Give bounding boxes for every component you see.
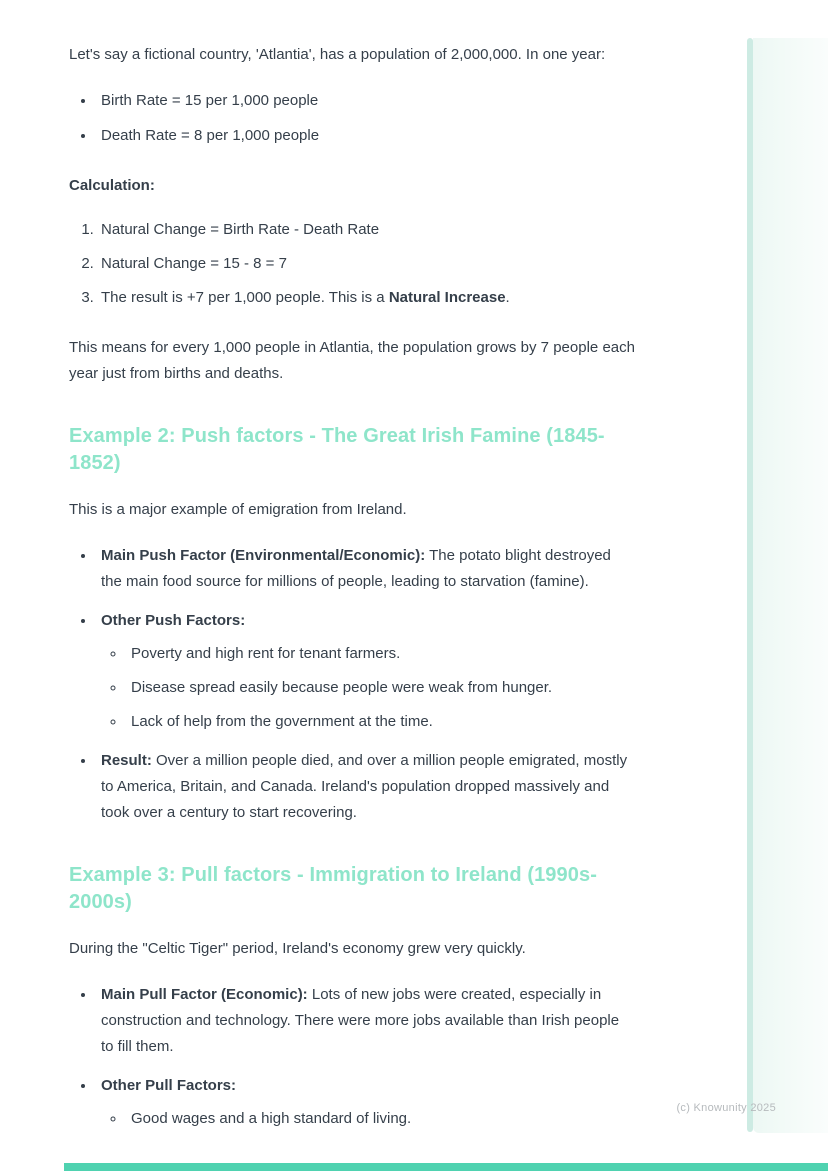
list-item: • Main Push Factor (Environmental/Economic): The potato blight destroyed the main food source for millions of people, leading to starvation (famine).	[96, 543, 635, 595]
page-divider-bar	[64, 1163, 828, 1171]
list-item: • Death Rate = 8 per 1,000 people	[96, 123, 635, 149]
example2-sub-bullets	[101, 641, 635, 735]
page-edge-panel	[753, 38, 828, 1133]
copyright-notice: (c) Knowunity 2025	[676, 1102, 776, 1114]
list-item: • Other Pull Factors: ◦ Good wages and a high standard of living.	[96, 1073, 635, 1132]
list-item: • Result: Over a million people died, and over a million people emigrated, mostly to America, Britain, and Canada. Ireland's population dropped massively and took over a century to start recovering.	[96, 748, 635, 826]
list-item: ◦ Lack of help from the government at the time.	[126, 709, 635, 735]
document-content	[69, 42, 635, 1156]
list-item: 3. The result is +7 per 1,000 people. This is a Natural Increase.	[98, 285, 635, 311]
example2-heading: Example 2: Push factors - The Great Irish Famine (1845-1852)	[69, 425, 605, 474]
intro-paragraph: Let's say a fictional country, 'Atlantia', has a population of 2,000,000. In one year:	[69, 46, 606, 63]
calculation-steps-list	[69, 217, 635, 311]
list-item: 1. Natural Change = Birth Rate - Death Rate	[98, 217, 635, 243]
example3-sub-bullets	[101, 1106, 635, 1132]
list-item: • Main Pull Factor (Economic): Lots of new jobs were created, especially in construction and technology. There were more jobs available than Irish people to fill them.	[96, 982, 635, 1060]
example3-heading: Example 3: Pull factors - Immigration to Ireland (1990s-2000s)	[69, 864, 597, 913]
list-item: ◦ Disease spread easily because people were weak from hunger.	[126, 675, 635, 701]
list-item: • Other Push Factors: ◦ Poverty and high rent for tenant farmers. ◦ Disease spread easily because people were weak from hunger. ◦ Lack of help from the government at the time.	[96, 608, 635, 735]
calculation-heading: Calculation:	[69, 177, 155, 194]
example2-intro: This is a major example of emigration from Ireland.	[69, 501, 407, 518]
list-item: • Birth Rate = 15 per 1,000 people	[96, 88, 635, 114]
example3-bullets	[69, 982, 635, 1132]
rates-list	[69, 88, 635, 149]
list-item: 2. Natural Change = 15 - 8 = 7	[98, 251, 635, 277]
example3-intro: During the "Celtic Tiger" period, Ireland's economy grew very quickly.	[69, 940, 526, 957]
example2-bullets	[69, 543, 635, 826]
page-edge-accent-strip	[747, 38, 753, 1132]
list-item: ◦ Good wages and a high standard of living.	[126, 1106, 635, 1132]
summary-paragraph: This means for every 1,000 people in Atlantia, the population grows by 7 people each year just from births and deaths.	[69, 339, 635, 382]
list-item: ◦ Poverty and high rent for tenant farmers.	[126, 641, 635, 667]
